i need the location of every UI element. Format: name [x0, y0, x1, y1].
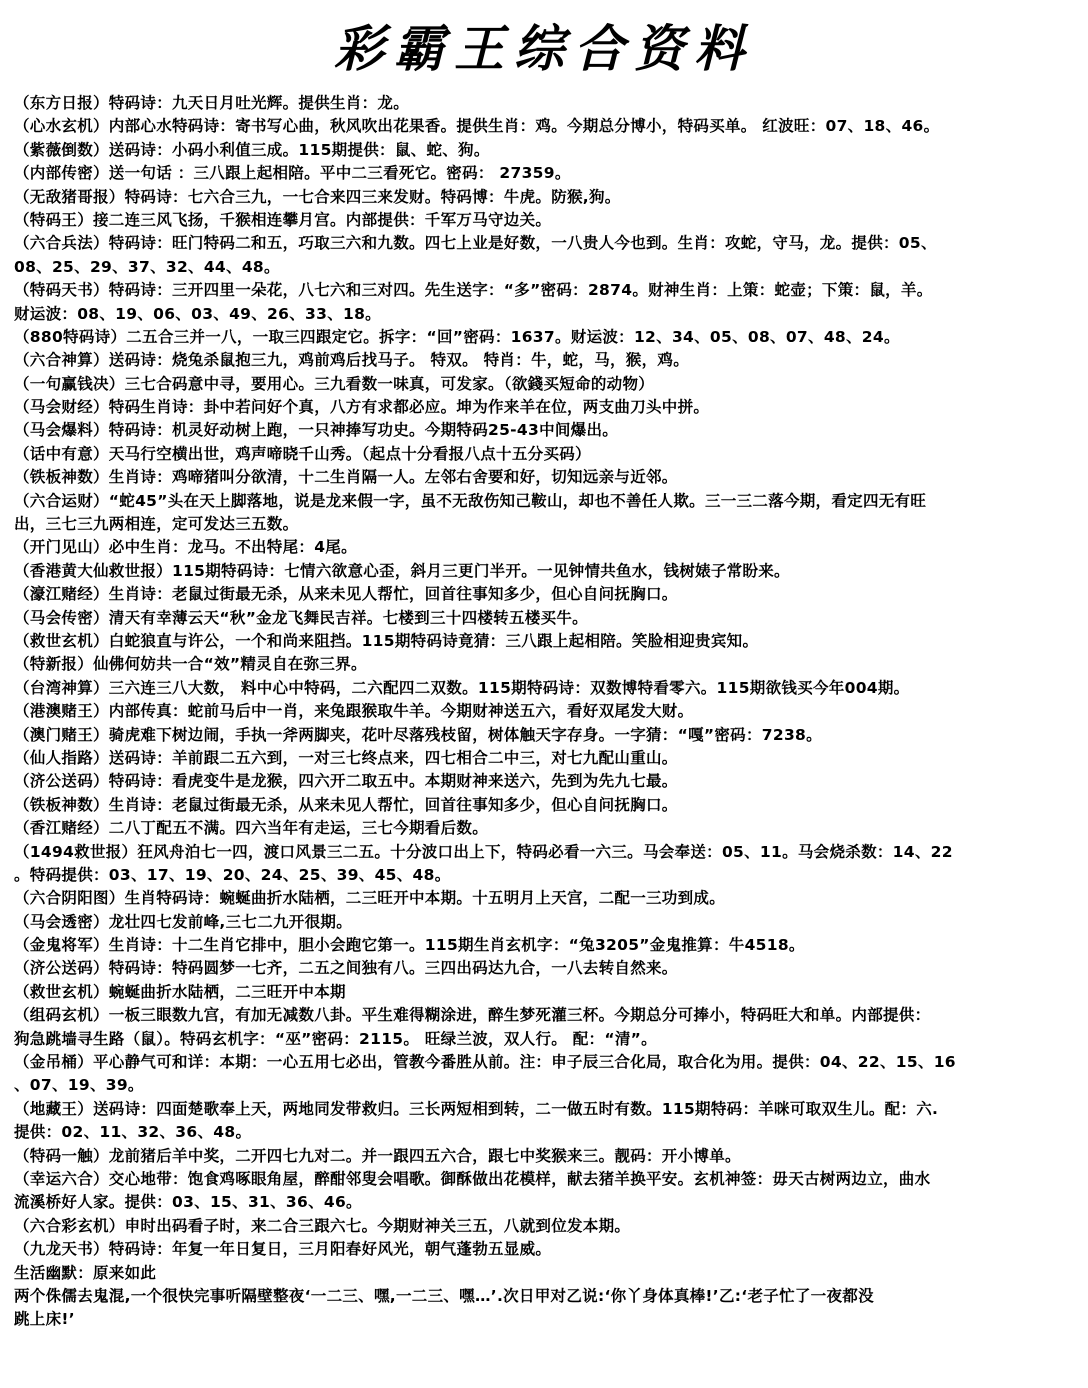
text-line: （六合兵法）特码诗：旺门特码二和五，巧取三六和九数。四七上业是好数，一八贵人今也到。生肖：攻蛇，守马，龙。提供：05、 [14, 234, 937, 253]
text-line: （马会透密）龙壮四七发前峰,三七二九开很期。 [14, 912, 352, 931]
text-line: 08、25、29、37、32、44、48。 [14, 257, 280, 276]
text-line: （无敌猪哥报）特码诗：七六合三九，一七合来四三来发财。特码博：牛虎。防猴,狗。 [14, 187, 621, 206]
text-line: （六合彩玄机）申时出码看子时，来二合三跟六七。今期财神关三五，八就到位发本期。 [14, 1216, 631, 1235]
text-line: （六合运财）“蛇45”头在天上脚落地，说是龙来假一字，虽不无敌伤知己鞍山，却也不善任人欺。三一三二落今期，看定四无有旺 [14, 491, 927, 510]
text-line: 跳上床!’ [14, 1310, 75, 1329]
text-line: （1494救世报）狂风舟泊七一四，渡口风景三二五。十分波口出上下，特码必看一六三。马会奉送：05、11。马会烧杀数：14、22 [14, 842, 953, 861]
text-line: （马会财经）特码生肖诗：卦中若问好个真，八方有求都必应。坤为作来羊在位，两支曲刀头中拼。 [14, 398, 710, 417]
text-line: 提供：02、11、32、36、48。 [14, 1123, 252, 1142]
text-line: （组码玄机）一板三眼数九宫，有加无减数八卦。平生难得糊涂进，醉生梦死灌三杯。今期总分可捧小，特码旺大和单。内部提供： [14, 1006, 931, 1025]
text-line: （特码王）接二连三风飞扬，千猴相连攀月宫。内部提供：千军万马守边关。 [14, 210, 552, 229]
text-line: （救世玄机）白蛇狼直与许公，一个和尚来阻挡。115期特码诗竟猜：三八跟上起相陪。笑脸相迎贵宾知。 [14, 631, 759, 650]
text-line: （幸运六合）交心地带：饱食鸡啄眼角屋，醉酣邻叟会唱歌。御酥做出花模样，献去猪羊换平安。玄机神签：毋天古树两边立，曲水 [14, 1169, 931, 1188]
text-line: （一句赢钱决）三七合码意中寻，要用心。三九看数一味真，可发家。（欲錢买短命的动物） [14, 374, 655, 393]
text-line: （六合阴阳图）生肖特码诗：蜿蜒曲折水陆栖，二三旺开中本期。十五明月上天宫，二配一三功到成。 [14, 889, 726, 908]
text-line: （地藏王）送码诗：四面楚歌奉上天，两地同发带救归。三长两短相到转，二一做五时有数。115期特码：羊咪可取双生儿。配：六. [14, 1099, 939, 1118]
text-line: 、07、19、39。 [14, 1076, 144, 1095]
text-line: （特码天书）特码诗：三开四里一朵花，八七六和三对四。先生送字：“多”密码：2874。财神生肖：上策：蛇壶；下策：鼠，羊。 [14, 281, 933, 300]
text-line: （铁板神数）生肖诗：鸡啼猪叫分欲清，十二生肖隔一人。左邻右舍要和好，切知远亲与近邻。 [14, 468, 678, 487]
text-line: （六合神算）送码诗：烧兔杀鼠抱三九，鸡前鸡后找马子。 特双。 特肖：牛，蛇，马，猴，鸡。 [14, 351, 689, 370]
text-line: 出，三七三九两相连，定可发达三五数。 [14, 515, 299, 534]
text-line: 财运波：08、19、06、03、49、26、33、18。 [14, 304, 381, 323]
text-line: （济公送码）特码诗：看虎变牛是龙猴，四六开二取五中。本期财神来送六，先到为先九七最。 [14, 772, 678, 791]
text-line: （金吊桶）平心静气可和详：本期：一心五用七必出，管教今番胜从前。注：申子辰三合化局，取合化为用。提供：04、22、15、16 [14, 1053, 956, 1072]
text-line: （港澳赌王）内部传真：蛇前马后中一肖，来兔跟猴取牛羊。今期财神送五六，看好双尾发大财。 [14, 702, 694, 721]
text-line: 狗急跳墙寻生路（鼠）。特码玄机字：“巫”密码：2115。 旺绿兰波，双人行。 配：“清”。 [14, 1029, 657, 1048]
text-line: （特码一触）龙前猪后羊中奖，二开四七九对二。并一跟四五六合，跟七中奖猴来三。靓码：开小博单。 [14, 1146, 741, 1165]
text-line: （九龙天书）特码诗：年复一年日复日，三月阳春好风光，朝气蓬勃五显威。 [14, 1240, 552, 1259]
text-line: 生活幽默：原来如此 [14, 1263, 157, 1282]
page-title: 彩霸王综合资料 [334, 19, 754, 78]
text-line: （特新报）仙佛何妨共一合“效”精灵自在弥三界。 [14, 655, 367, 674]
text-line: （铁板神数）生肖诗：老鼠过街最无杀，从来未见人帮忙，回首往事知多少，但心自问抚胸口。 [14, 795, 678, 814]
text-line: （马会传密）清天有幸薄云天“秋”金龙飞舞民吉祥。七楼到三十四楼转五楼买牛。 [14, 608, 588, 627]
text-line: （紫薇倒数）送码诗：小码小利值三成。115期提供：鼠、蛇、狗。 [14, 140, 490, 159]
text-line: （濠江赌经）生肖诗：老鼠过街最无杀，从来未见人帮忙，回首往事知多少，但心自问抚胸口。 [14, 585, 678, 604]
text-line: （香港黄大仙救世报）115期特码诗：七情六欲意心歪，斜月三更门半开。一见钟情共鱼水，钱树婊子常盼来。 [14, 561, 790, 580]
text-line: 两个侏儒去鬼混,一个很快完事听隔壁整夜‘一二三、嘿,一二三、嘿…’.次日甲对乙说:‘你丫身体真棒!’乙:‘老子忙了一夜都没 [14, 1286, 874, 1305]
text-line: 。特码提供：03、17、19、20、24、25、39、45、48。 [14, 865, 451, 884]
text-line: （马会爆料）特码诗：机灵好动树上跑，一只神捧写功史。今期特码25-43中间爆出。 [14, 421, 619, 440]
text-line: （香江赌经）二八丁配五不满。四六当年有走运，三七今期看后数。 [14, 819, 489, 838]
text-line: （心水玄机）内部心水特码诗：寄书写心曲，秋风吹出花果香。提供生肖：鸡。今期总分博小，特码买单。 红波旺：07、18、46。 [14, 117, 940, 136]
text-line: （东方日报）特码诗：九天日月吐光辉。提供生肖：龙。 [14, 94, 410, 112]
document-body [14, 92, 1076, 1332]
text-line: （仙人指路）送码诗：羊前跟二五六到，一对三七终点来，四七相合二中三，对七九配山重山。 [14, 748, 678, 767]
text-line: （澳门赌王）骑虎难下树边闹，手执一斧两脚夹，花叶尽落残枝留，树体触天字存身。一字猜：“嘎”密码：7238。 [14, 725, 822, 744]
text-line: （金鬼将军）生肖诗：十二生肖它排中，胆小会跑它第一。115期生肖玄机字：“兔3205”金鬼推算：牛4518。 [14, 936, 805, 955]
text-line: （话中有意）天马行空横出世，鸡声啼晓千山秀。（起点十分看报八点十五分买码） [14, 444, 591, 463]
text-line: （救世玄机）蜿蜒曲折水陆栖，二三旺开中本期 [14, 982, 346, 1001]
text-line: （开门见山）必中生肖：龙马。不出特尾：4尾。 [14, 538, 357, 557]
text-line: （济公送码）特码诗：特码圆梦一七齐，二五之间独有八。三四出码达九合，一八去转自然来。 [14, 959, 678, 978]
text-line: （内部传密）送一句话 ：三八跟上起相陪。平中二三看死它。密码： 27359。 [14, 164, 571, 183]
text-line: （台湾神算）三六连三八大数， 料中心中特码，二六配四二双数。115期特码诗：双数博特看零六。115期欲钱买今年004期。 [14, 678, 910, 697]
text-line: 流溪桥好人家。提供：03、15、31、36、46。 [14, 1193, 362, 1212]
text-line: （880特码诗）二五合三并一八，一取三四跟定它。拆字：“回”密码：1637。财运波：12、34、05、08、07、48、24。 [14, 327, 900, 346]
